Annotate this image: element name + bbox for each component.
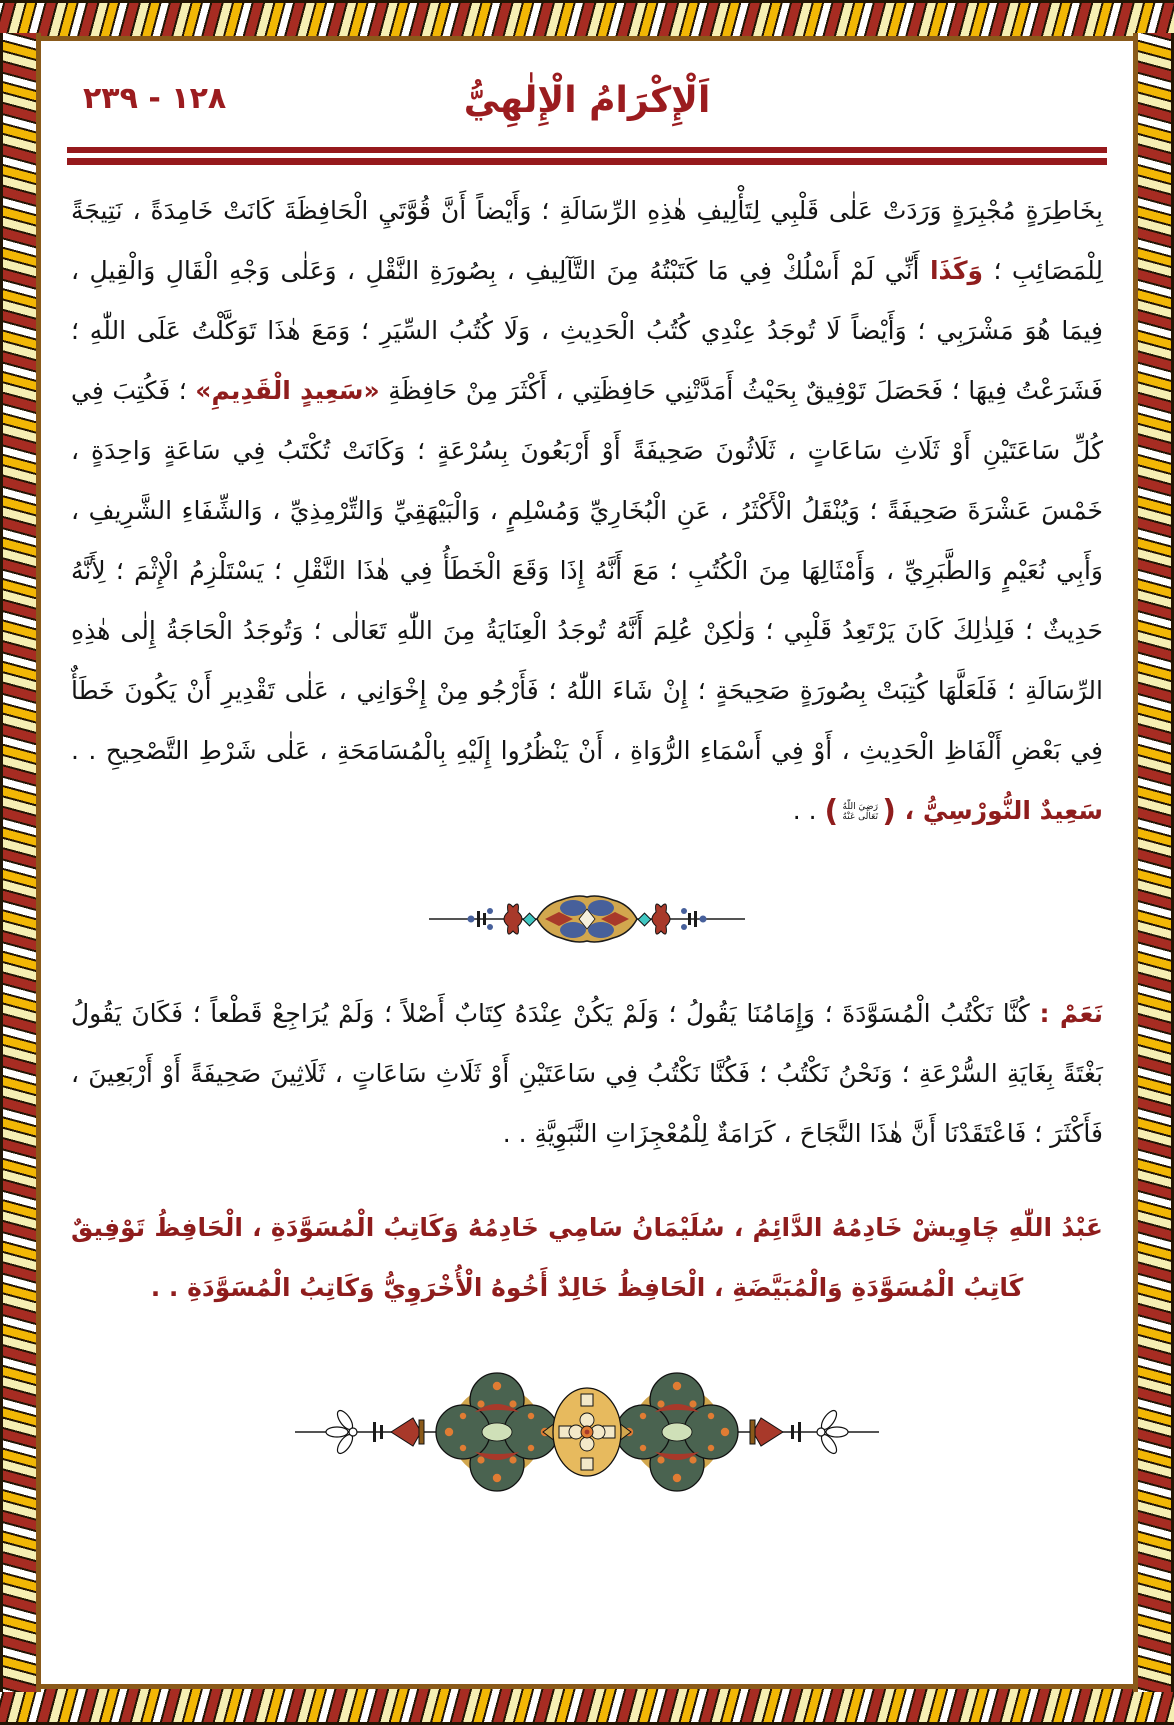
radiallahu-anhu-seal-icon: [824, 794, 896, 829]
paragraph-1: [71, 181, 1103, 842]
separator-ornament-icon: [427, 890, 747, 948]
page-content: [41, 41, 1133, 1684]
author-name: سَعِيدٌ النُّورْسِيُّ ،: [895, 796, 1103, 825]
para1-highlight-said-qadim: «سَعِيدٍ الْقَدِيمِ»: [195, 376, 380, 405]
border-chain-top: [0, 0, 1174, 41]
para1-highlight-wakadha: وَكَذَا: [929, 256, 984, 285]
seal-paren-open: (: [882, 794, 896, 829]
section-separator: [65, 890, 1109, 948]
seal-calligraphy: رَضِيَ اللّٰهُ تَعَالٰى عَنْهُ: [842, 802, 879, 822]
border-chain-left: [0, 33, 41, 1692]
para2-highlight-naam: نَعَمْ :: [1039, 999, 1103, 1028]
paragraph-2: [71, 984, 1103, 1164]
para2-text: كُنَّا نَكْتُبُ الْمُسَوَّدَةَ ؛ وَإِمَامُنَا يَقُولُ ؛ وَلَمْ يَكُنْ عِنْدَهُ كِتَابٌ أَصْلاً ؛ وَلَمْ يُرَاجِعْ قَطْعاً ؛ فَكَانَ يَقُولُ بَغْتَةً بِغَايَةِ السُّرْعَةِ ؛ وَنَحْنُ نَكْتُبُ ؛ فَكُنَّا نَكْتُبُ فِي سَاعَتَيْنِ أَوْ ثَلَاثِ سَاعَاتٍ ، ثَلَاثِينَ صَحِيفَةً أَوْ أَرْبَعِينَ ، فَأَكْثَرَ ؛ فَاعْتَقَدْنَا أَنَّ هٰذَا النَّجَاحَ ، كَرَامَةٌ لِلْمُعْجِزَاتِ النَّبَوِيَّةِ . .: [71, 999, 1103, 1148]
page-numbers: ١٢٨ - ٢٣٩: [83, 81, 227, 116]
page-title: اَلْإِكْرَامُ الْإِلٰهِيُّ: [463, 80, 711, 121]
footer-ornament: [65, 1362, 1109, 1502]
border-chain-right: [1133, 33, 1174, 1692]
footer-ornament-icon: [287, 1362, 887, 1502]
scribes-signature: عَبْدُ اللّٰهِ چَاوِيشْ خَادِمُهُ الدَّائِمُ ، سُلَيْمَانُ سَامِي خَادِمُهُ وَكَاتِبُ الْمُسَوَّدَةِ ، الْحَافِظُ تَوْفِيقٌ كَاتِبُ الْمُسَوَّدَةِ وَالْمُبَيَّضَةِ ، الْحَافِظُ خَالِدٌ أَخُوهُ الْأُخْرَوِيُّ وَكَاتِبُ الْمُسَوَّدَةِ . .: [71, 1213, 1103, 1302]
border-chain-bottom: [0, 1684, 1174, 1725]
para1-text-c: ؛ فَكُتِبَ فِي كُلِّ سَاعَتَيْنِ أَوْ ثَلَاثِ سَاعَاتٍ ، ثَلَاثُونَ صَحِيفَةً أَوْ أَرْبَعُونَ بِسُرْعَةٍ ؛ وَكَانَتْ تُكْتَبُ فِي سَاعَةٍ وَاحِدَةٍ ، خَمْسَ عَشْرَةَ صَحِيفَةً ؛ وَيُنْقَلُ الْأَكْثَرُ ، عَنِ الْبُخَارِيِّ وَمُسْلِمٍ ، وَالْبَيْهَقِيِّ وَالتِّرْمِذِيِّ ، وَالشِّفَاءِ الشَّرِيفِ ، وَأَبِي نُعَيْمٍ وَالطَّبَرِيِّ ، وَأَمْثَالِهَا مِنَ الْكُتُبِ ؛ مَعَ أَنَّهُ إِذَا وَقَعَ الْخَطَأُ فِي هٰذَا النَّقْلِ ؛ يَسْتَلْزِمُ الْإِثْمَ ؛ لِأَنَّهُ حَدِيثٌ ؛ فَلِذٰلِكَ كَانَ يَرْتَعِدُ قَلْبِي ؛ وَلٰكِنْ عُلِمَ أَنَّهُ تُوجَدُ الْعِنَايَةُ مِنَ اللّٰهِ تَعَالٰى ؛ وَتُوجَدُ الْحَاجَةُ إِلٰى هٰذِهِ الرِّسَالَةِ ؛ فَلَعَلَّهَا كُتِبَتْ بِصُورَةٍ صَحِيحَةٍ ؛ إِنْ شَاءَ اللّٰهُ ؛ فَأَرْجُو مِنْ إِخْوَانِي ، عَلٰى تَقْدِيرِ أَنْ يَكُونَ خَطَأٌ فِي بَعْضِ أَلْفَاظِ الْحَدِيثِ ، أَوْ فِي أَسْمَاءِ الرُّوَاةِ ، أَنْ يَنْظُرُوا إِلَيْهِ بِالْمُسَامَحَةِ ، عَلٰى شَرْطِ التَّصْحِيحِ . .: [71, 376, 1103, 765]
para1-text-a: بِخَاطِرَةٍ مُجْبِرَةٍ وَرَدَتْ عَلٰى قَلْبِي لِتَأْلِيفِ هٰذِهِ الرِّسَالَةِ ؛ وَأَيْضاً أَنَّ قُوَّتَيِ الْحَافِظَةَ كَانَتْ خَامِدَةً ، نَتِيجَةً لِلْمَصَائِبِ ؛: [71, 196, 1103, 285]
header-double-rule: [67, 147, 1107, 165]
para1-text-b: أَنِّي لَمْ أَسْلُكْ فِي مَا كَتَبْتُهُ مِنَ التَّآلِيفِ ، بِصُورَةِ النَّقْلِ ، وَعَلٰى وَجْهِ الْقَالِ وَالْقِيلِ ، فِيمَا هُوَ مَشْرَبِي ؛ وَأَيْضاً لَا تُوجَدُ عِنْدِي كُتُبُ الْحَدِيثِ ، وَلَا كُتُبُ السِّيَرِ ؛ وَمَعَ هٰذَا تَوَكَّلْتُ عَلَى اللّٰهِ ؛ فَشَرَعْتُ فِيهَا ؛ فَحَصَلَ تَوْفِيقٌ بِحَيْثُ أَمَدَّتْنِي حَافِظَتِي ، أَكْثَرَ مِنْ حَافِظَةِ: [71, 256, 1103, 405]
para1-text-d: . .: [792, 796, 825, 825]
rule-bar-bottom: [67, 158, 1107, 165]
seal-paren-close: ): [824, 794, 839, 829]
page-header: [65, 71, 1109, 137]
